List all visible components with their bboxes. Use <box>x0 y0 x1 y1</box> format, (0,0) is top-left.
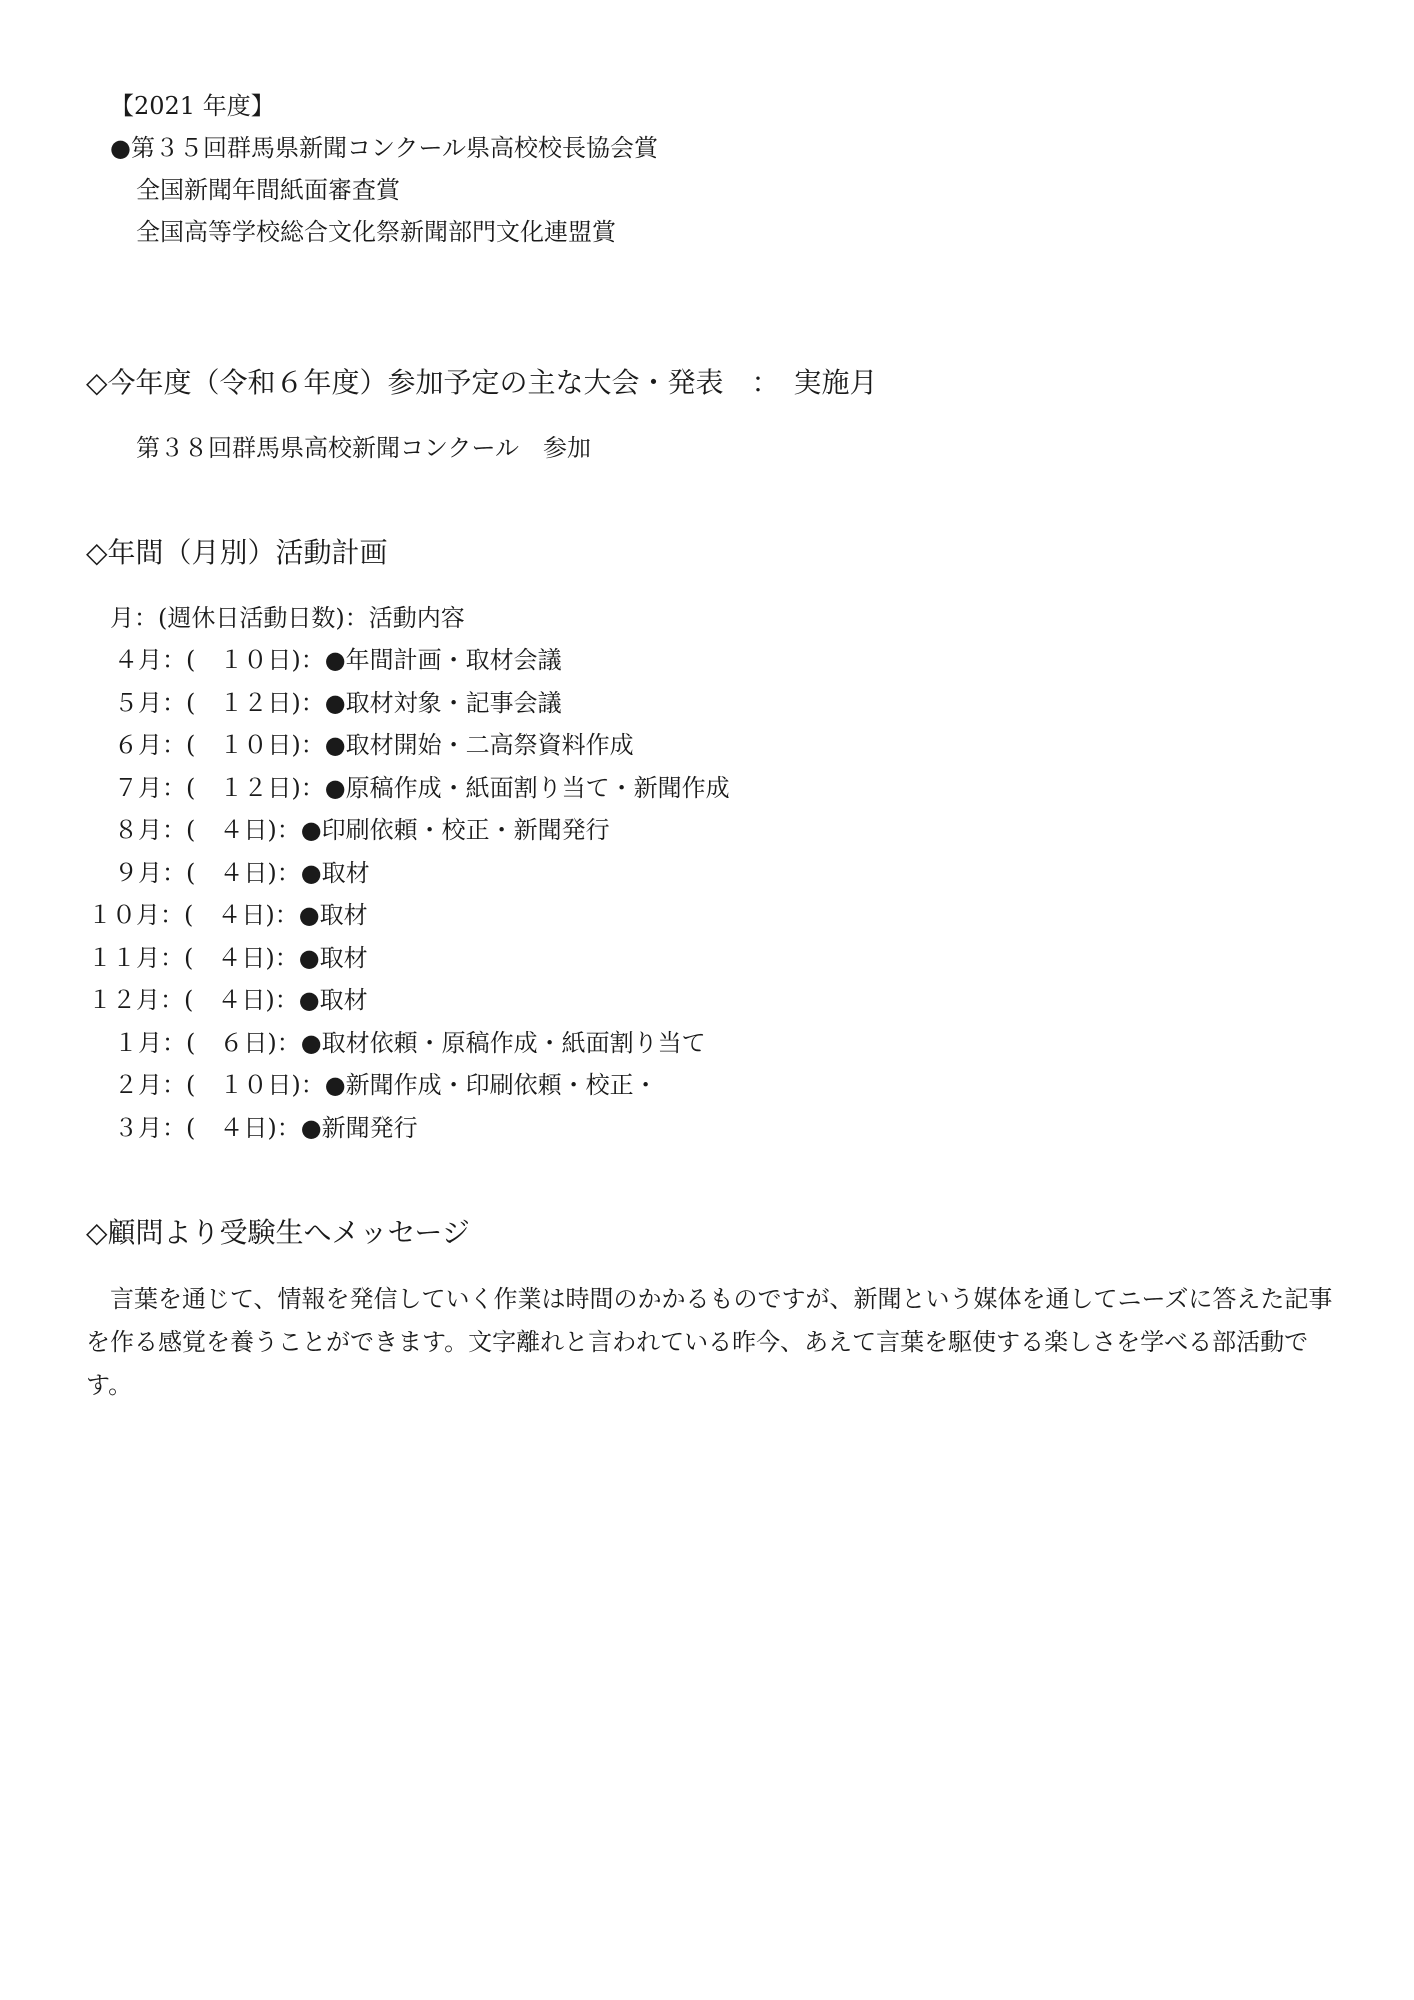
plan-row-jan: １月：( ６日)：●取材依頼・原稿作成・紙面割り当て <box>114 1029 706 1057</box>
award-item-3: 全国高等学校総合文化祭新聞部門文化連盟賞 <box>136 218 616 246</box>
events-heading: ◇今年度（令和６年度）参加予定の主な大会・発表 ： 実施月 <box>86 366 878 399</box>
plan-row-apr: ４月：( １０日)：●年間計画・取材会議 <box>114 646 562 674</box>
plan-row-sep: ９月：( ４日)：●取材 <box>114 859 370 887</box>
plan-row-dec: １２月：( ４日)：●取材 <box>88 986 368 1014</box>
award-item-2: 全国新聞年間紙面審査賞 <box>136 176 400 204</box>
plan-row-jul: ７月：( １２日)：●原稿作成・紙面割り当て・新聞作成 <box>114 774 730 802</box>
plan-row-oct: １０月：( ４日)：●取材 <box>88 901 368 929</box>
plan-row-nov: １１月：( ４日)：●取材 <box>88 944 368 972</box>
message-text: 言葉を通じて、情報を発信していく作業は時間のかかるものですが、新聞という媒体を通してニーズに答えた記事を作る感覚を養うことができます。文字離れと言われている昨今、あえて言葉を駆使する楽しさを学べる部活動です。 <box>86 1285 1333 1399</box>
award-item-1: ●第３５回群馬県新聞コンクール県高校校長協会賞 <box>110 134 658 162</box>
plan-row-aug: ８月：( ４日)：●印刷依頼・校正・新聞発行 <box>114 816 610 844</box>
plan-row-jun: ６月：( １０日)：●取材開始・二高祭資料作成 <box>114 731 634 759</box>
plan-row-may: ５月：( １２日)：●取材対象・記事会議 <box>114 689 562 717</box>
message-heading: ◇顧問より受験生へメッセージ <box>86 1216 470 1249</box>
plan-header: 月：(週休日活動日数)：活動内容 <box>110 604 465 632</box>
plan-heading: ◇年間（月別）活動計画 <box>86 536 388 569</box>
plan-row-mar: ３月：( ４日)：●新聞発行 <box>114 1114 418 1142</box>
events-item: 第３８回群馬県高校新聞コンクール 参加 <box>136 434 592 462</box>
plan-row-feb: ２月：( １０日)：●新聞作成・印刷依頼・校正・ <box>114 1071 658 1099</box>
awards-year-label: 【2021 年度】 <box>110 92 275 120</box>
